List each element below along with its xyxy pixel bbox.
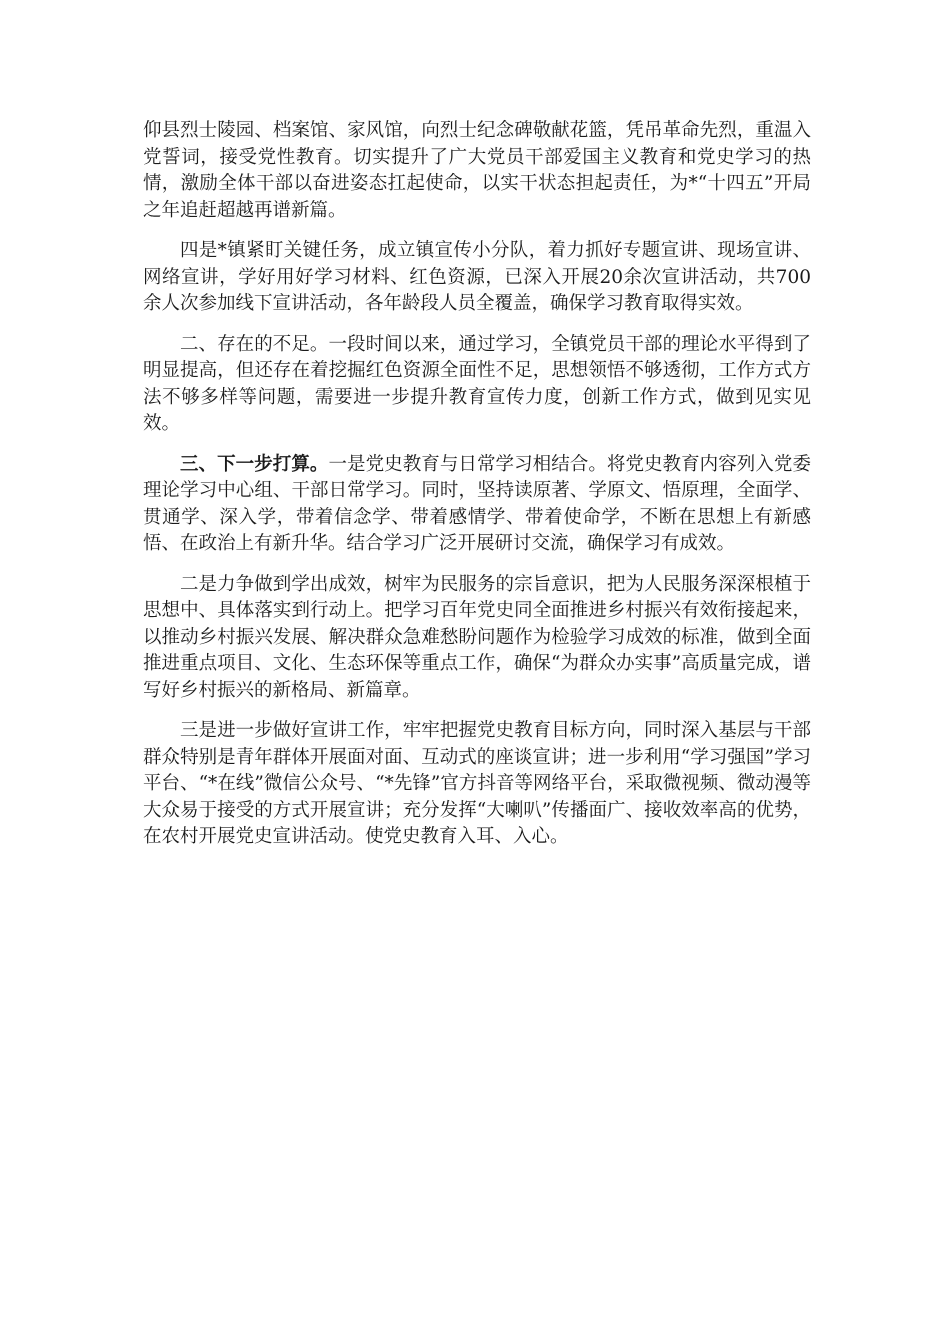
paragraph-4 [143,452,811,558]
document-body [143,118,811,865]
paragraph-5-text: 二是力争做到学出成效，树牢为民服务的宗旨意识，把为人民服务深深根植于思想中、具体落实到行动上。把学习百年党史同全面推进乡村振兴有效衔接起来，以推动乡村振兴发展、解决群众急难愁盼问题作为检验学习成效的标准，做到全面推进重点项目、文化、生态环保等重点工作，确保“为群众办实事”高质量完成，谱写好乡村振兴的新格局、新篇章。 [143,573,811,701]
section-heading-next-steps: 三、下一步打算。 [180,453,329,475]
paragraph-3 [143,332,811,438]
paragraph-2-text: 四是*镇紧盯关键任务，成立镇宣传小分队，着力抓好专题宣讲、现场宣讲、网络宣讲，学好用好学习材料、红色资源，已深入开展20余次宣讲活动，共700余人次参加线下宣讲活动，各年龄段人员全覆盖，确保学习教育取得实效。 [143,240,811,314]
paragraph-2 [143,238,811,318]
paragraph-4-text: 一是党史教育与日常学习相结合。将党史教育内容列入党委理论学习中心组、干部日常学习。同时，坚持读原著、学原文、悟原理，全面学、贯通学、深入学，带着信念学、带着感情学、带着使命学，不断在思想上有新感悟、在政治上有新升华。结合学习广泛开展研讨交流，确保学习有成效。 [143,453,811,554]
paragraph-6-text: 三是进一步做好宣讲工作，牢牢把握党史教育目标方向，同时深入基层与干部群众特别是青年群体开展面对面、互动式的座谈宣讲；进一步利用“学习强国”学习平台、“*在线”微信公众号、“*先锋”官方抖音等网络平台，采取微视频、微动漫等大众易于接受的方式开展宣讲；充分发挥“大喇叭”传播面广、接收效率高的优势，在农村开展党史宣讲活动。使党史教育入耳、入心。 [143,720,811,847]
paragraph-1 [143,118,811,224]
paragraph-1-text: 仰县烈士陵园、档案馆、家风馆，向烈士纪念碑敬献花篮，凭吊革命先烈，重温入党誓词，接受党性教育。切实提升了广大党员干部爱国主义教育和党史学习的热情，激励全体干部以奋进姿态扛起使命，以实干状态担起责任，为*“十四五”开局之年追赶超越再谱新篇。 [143,120,811,221]
paragraph-6 [143,718,811,851]
paragraph-5 [143,572,811,705]
paragraph-3-text: 二、存在的不足。一段时间以来，通过学习，全镇党员干部的理论水平得到了明显提高，但还存在着挖掘红色资源全面性不足，思想领悟不够透彻，工作方式方法不够多样等问题，需要进一步提升教育宣传力度，创新工作方式，做到见实见效。 [143,333,811,434]
